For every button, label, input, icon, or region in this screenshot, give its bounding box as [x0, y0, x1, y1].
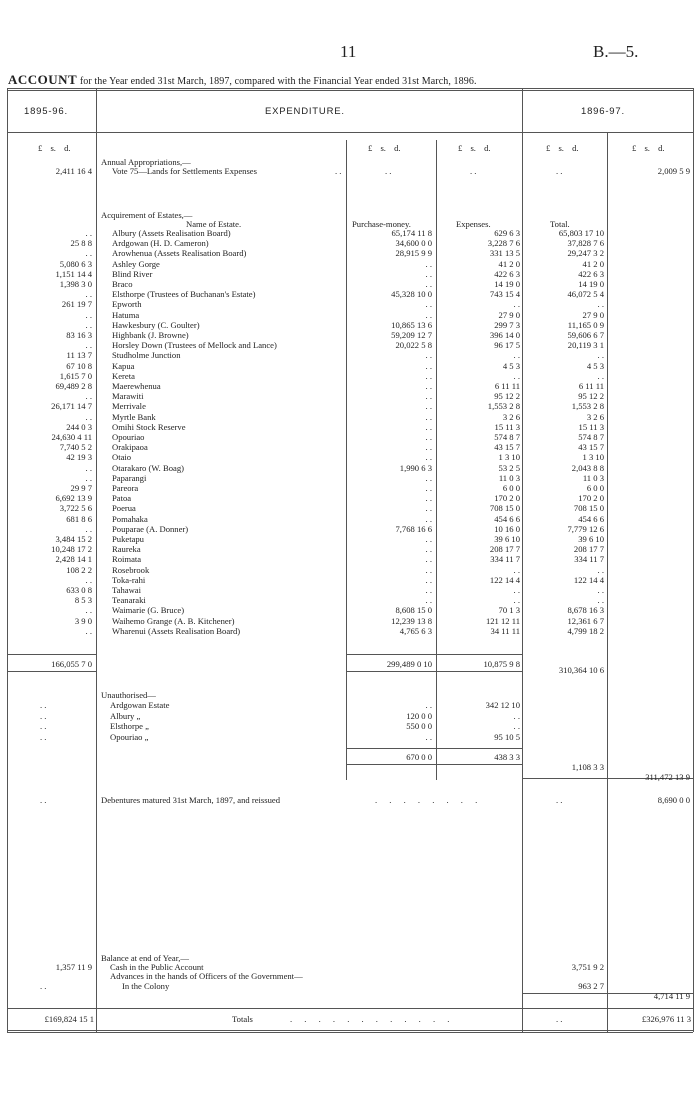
estate-name: Studholme Junction	[112, 350, 181, 360]
estate-prev: . .	[85, 320, 92, 330]
estate-total: 6 11 11	[578, 381, 604, 391]
estate-name: Teanaraki	[112, 595, 146, 605]
rule-unauth-sub	[346, 748, 522, 749]
estate-expenses: 39 6 10	[494, 534, 520, 544]
estate-purchase: . .	[425, 381, 432, 391]
cur-s: s.	[50, 143, 56, 153]
estate-name: Puketapu	[112, 534, 144, 544]
totals-dots: . . . . . . . . . . . .	[290, 1014, 450, 1024]
estate-total: . .	[597, 299, 604, 309]
estate-prev: 11 13 7	[66, 350, 92, 360]
estate-name: Kapua	[112, 361, 135, 371]
estate-total: . .	[597, 595, 604, 605]
estate-purchase: . .	[425, 299, 432, 309]
estates-grand-total: 310,364 10 6	[558, 665, 604, 675]
estate-name: Braco	[112, 279, 133, 289]
estate-purchase: . .	[425, 585, 432, 595]
estate-expenses: 121 12 11	[485, 616, 520, 626]
estate-prev: 8 5 3	[74, 595, 92, 605]
estate-expenses: . .	[513, 565, 520, 575]
estate-total: 43 15 7	[578, 442, 604, 452]
estate-purchase: 65,174 11 8	[391, 228, 432, 238]
estate-total: . .	[597, 350, 604, 360]
estate-expenses: 454 6 6	[494, 514, 520, 524]
estate-expenses: 10 16 0	[494, 524, 520, 534]
estate-prev: 7,740 5 2	[59, 442, 92, 452]
estate-name: Pareora	[112, 483, 139, 493]
estate-name: Maerewhenua	[112, 381, 161, 391]
balance-heading: Balance at end of Year,—	[101, 953, 189, 963]
estate-total: 41 2 0	[582, 259, 604, 269]
rule-bottom-2	[7, 1032, 693, 1033]
estate-purchase: . .	[425, 565, 432, 575]
estate-purchase: . .	[425, 279, 432, 289]
estate-purchase: . .	[425, 310, 432, 320]
estates-heading: Acquirement of Estates,—	[101, 210, 193, 220]
estate-prev: 6,692 13 9	[55, 493, 92, 503]
rule-totals-top	[7, 1008, 693, 1009]
estate-purchase: . .	[425, 554, 432, 564]
estate-total: 4 5 3	[586, 361, 604, 371]
account-title-rest: for the Year ended 31st March, 1897, compared with the Financial Year ended 31st March, 1896.	[79, 76, 477, 87]
estate-prev: 2,428 14 1	[55, 554, 92, 564]
estate-total: 11,165 0 9	[567, 320, 604, 330]
estate-name: Otarakaro (W. Boag)	[112, 463, 184, 473]
estate-expenses: 743 15 4	[489, 289, 520, 299]
estate-total: 422 6 3	[578, 269, 604, 279]
estate-prev: . .	[85, 289, 92, 299]
cur-d: d.	[64, 143, 71, 153]
estate-total: 95 12 2	[578, 391, 604, 401]
estate-name: Patoa	[112, 493, 132, 503]
estate-purchase: 10,865 13 6	[391, 320, 432, 330]
estate-prev: . .	[85, 605, 92, 615]
cash-label: Cash in the Public Account	[110, 962, 204, 972]
estate-purchase: . .	[425, 361, 432, 371]
unauth-expenses: 342 12 10	[485, 700, 520, 710]
estate-purchase: . .	[425, 432, 432, 442]
header-curr-year: 1896-97.	[581, 106, 625, 117]
estate-prev: . .	[85, 575, 92, 585]
estate-expenses: 27 9 0	[498, 310, 520, 320]
estate-expenses: 334 11 7	[490, 554, 520, 564]
estate-name: Pouparae (A. Donner)	[112, 524, 189, 534]
estates-exp-total: 10,875 9 8	[483, 659, 520, 669]
annual-dots-purchase: . .	[385, 166, 392, 176]
cash-prev: 1,357 11 9	[55, 962, 92, 972]
estate-name: Rosebrook	[112, 565, 150, 575]
estate-purchase: . .	[425, 350, 432, 360]
estates-purchase-total: 299,489 0 10	[386, 659, 432, 669]
estate-expenses: 708 15 0	[489, 503, 520, 513]
unauth-name: Ardgowan Estate	[110, 700, 170, 710]
unauth-name: Opouriao „	[110, 732, 149, 742]
estate-name: Waihemo Grange (A. B. Kitchener)	[112, 616, 235, 626]
estate-expenses: 208 17 7	[489, 544, 520, 554]
estate-total: . .	[597, 585, 604, 595]
unauth-name: Albury „	[110, 711, 141, 721]
estate-name: Otaio	[112, 452, 132, 462]
unauth-heading: Unauthorised—	[101, 690, 156, 700]
estate-prev: 42 19 3	[66, 452, 92, 462]
estate-expenses: 122 14 4	[489, 575, 520, 585]
estate-total: 59,606 6 7	[567, 330, 604, 340]
totals-col-dots: . .	[556, 1014, 563, 1024]
estate-prev: . .	[85, 626, 92, 636]
estate-expenses: 43 15 7	[494, 442, 520, 452]
estate-name: Hawkesbury (C. Goulter)	[112, 320, 200, 330]
estate-purchase: . .	[425, 503, 432, 513]
estate-name: Hatuma	[112, 310, 140, 320]
estate-name: Poerua	[112, 503, 136, 513]
estate-total: 8,678 16 3	[567, 605, 604, 615]
estate-expenses: 41 2 0	[498, 259, 520, 269]
estate-total: 3 2 6	[586, 412, 604, 422]
estate-expenses: 34 11 11	[490, 626, 520, 636]
unauth-purchase: . .	[425, 700, 432, 710]
estate-expenses: 95 12 2	[494, 391, 520, 401]
estate-prev: . .	[85, 412, 92, 422]
estate-purchase: . .	[425, 483, 432, 493]
estate-name: Marawiti	[112, 391, 144, 401]
estate-name: Highbank (J. Browne)	[112, 330, 189, 340]
estate-total: 1,553 2 8	[571, 401, 604, 411]
estate-total: 6 0 0	[586, 483, 604, 493]
estate-expenses: 422 6 3	[494, 269, 520, 279]
estate-total: 7,779 12 6	[567, 524, 604, 534]
estate-prev: 25 8 8	[70, 238, 92, 248]
estates-prev-total: 166,055 7 0	[51, 659, 92, 669]
estate-prev: 3,484 15 2	[55, 534, 92, 544]
estate-total: 170 2 0	[578, 493, 604, 503]
estate-purchase: 12,239 13 8	[391, 616, 432, 626]
estate-prev: 1,151 14 4	[55, 269, 92, 279]
estate-name: Raureka	[112, 544, 141, 554]
estate-purchase: . .	[425, 595, 432, 605]
estate-expenses: 6 0 0	[502, 483, 520, 493]
annual-dots-total: . .	[556, 166, 563, 176]
estate-purchase: . .	[425, 391, 432, 401]
estate-name: Tahawai	[112, 585, 141, 595]
estate-purchase: . .	[425, 493, 432, 503]
estate-prev: 681 8 6	[66, 514, 92, 524]
annual-total: 2,009 5 9	[657, 166, 690, 176]
debentures-prev: . .	[40, 795, 47, 805]
estate-purchase: . .	[425, 412, 432, 422]
cur-d: d.	[658, 143, 665, 153]
estate-prev: 261 19 7	[61, 299, 92, 309]
colony-prev: . .	[40, 981, 47, 991]
advances-label: Advances in the hands of Officers of the Government—	[110, 971, 303, 981]
estate-name: Paparangi	[112, 473, 147, 483]
estate-total: 15 11 3	[578, 422, 604, 432]
estate-purchase: 20,022 5 8	[395, 340, 432, 350]
estate-expenses: 3,228 7 6	[487, 238, 520, 248]
estate-name: Ardgowan (H. D. Cameron)	[112, 238, 209, 248]
estate-prev: . .	[85, 463, 92, 473]
estate-prev: 29 9 7	[70, 483, 92, 493]
debentures-col-dots: . .	[556, 795, 563, 805]
debentures-total: 8,690 0 0	[657, 795, 690, 805]
colony-value: 963 2 7	[578, 981, 604, 991]
estate-purchase: . .	[425, 544, 432, 554]
estate-name: Waimarie (G. Bruce)	[112, 605, 185, 615]
colony-label: In the Colony	[122, 981, 170, 991]
cur-s: s.	[470, 143, 476, 153]
estate-expenses: . .	[513, 595, 520, 605]
cur-l: £	[458, 143, 463, 153]
estate-name: Kereta	[112, 371, 135, 381]
estate-name: Epworth	[112, 299, 142, 309]
cur-s: s.	[644, 143, 650, 153]
annual-prev: 2,411 16 4	[55, 166, 92, 176]
estate-purchase: 4,765 6 3	[399, 626, 432, 636]
estate-name: Myrtle Bank	[112, 412, 156, 422]
estate-purchase: 28,915 9 9	[395, 248, 432, 258]
estate-total: 37,828 7 6	[567, 238, 604, 248]
unauth-exp-total: 438 3 3	[494, 752, 520, 762]
estate-total: 29,247 3 2	[567, 248, 604, 258]
estate-total: 27 9 0	[582, 310, 604, 320]
cur-d: d.	[484, 143, 491, 153]
unauth-purchase: 120 0 0	[406, 711, 432, 721]
cur-l: £	[546, 143, 551, 153]
estate-name: Arowhenua (Assets Realisation Board)	[112, 248, 247, 258]
estate-prev: 3 9 0	[74, 616, 92, 626]
cur-d: d.	[572, 143, 579, 153]
estate-prev: 3,722 5 6	[59, 503, 92, 513]
estate-purchase: 7,768 16 6	[395, 524, 432, 534]
estate-expenses: 574 8 7	[494, 432, 520, 442]
header-prev-year: 1895-96.	[24, 106, 68, 117]
estate-total: 46,072 5 4	[567, 289, 604, 299]
totals-label: Totals	[232, 1014, 253, 1024]
estate-prev: 108 2 2	[66, 565, 92, 575]
estate-prev: 10,248 17 2	[51, 544, 92, 554]
header-expenditure: EXPENDITURE.	[265, 106, 345, 117]
estate-purchase: 34,600 0 0	[395, 238, 432, 248]
estate-prev: 1,615 7 0	[59, 371, 92, 381]
estate-prev: 633 0 8	[66, 585, 92, 595]
estate-expenses: 170 2 0	[494, 493, 520, 503]
estate-expenses: 11 0 3	[498, 473, 520, 483]
estates-col-name: Name of Estate.	[186, 219, 242, 229]
estate-prev: 1,398 3 0	[59, 279, 92, 289]
unauth-expenses: . .	[513, 711, 520, 721]
unauth-prev: . .	[40, 700, 47, 710]
unauth-name: Elsthorpe „	[110, 721, 149, 731]
estate-expenses: 1 3 10	[498, 452, 520, 462]
estate-total: 122 14 4	[573, 575, 604, 585]
estate-prev: 24,630 4 11	[51, 432, 92, 442]
estate-purchase: . .	[425, 534, 432, 544]
estate-expenses: 53 2 5	[498, 463, 520, 473]
estate-purchase: . .	[425, 473, 432, 483]
estates-col-total: Total.	[550, 219, 570, 229]
estate-purchase: 59,209 12 7	[391, 330, 432, 340]
debentures-label: Debentures matured 31st March, 1897, and reissued	[101, 795, 280, 805]
cur-s: s.	[558, 143, 564, 153]
rule-unauth-sub-b	[346, 764, 522, 765]
estate-prev: . .	[85, 524, 92, 534]
rule-bottom-1	[7, 1030, 693, 1031]
estate-prev: 244 0 3	[66, 422, 92, 432]
debentures-dots: . . . . . . . .	[375, 795, 478, 805]
estate-name: Horsley Down (Trustees of Mellock and Lance)	[112, 340, 277, 350]
estate-name: Opouriao	[112, 432, 145, 442]
annual-heading: Annual Appropriations,—	[101, 157, 191, 167]
estate-prev: 83 16 3	[66, 330, 92, 340]
unauth-expenses: 95 10 5	[494, 732, 520, 742]
estate-purchase: . .	[425, 371, 432, 381]
estate-expenses: . .	[513, 299, 520, 309]
cur-s: s.	[380, 143, 386, 153]
estate-total: 1 3 10	[582, 452, 604, 462]
estate-prev: 26,171 14 7	[51, 401, 92, 411]
estate-prev: 67 10 8	[66, 361, 92, 371]
estate-name: Merrivale	[112, 401, 146, 411]
estate-expenses: 331 13 5	[489, 248, 520, 258]
estate-prev: . .	[85, 473, 92, 483]
cur-d: d.	[394, 143, 401, 153]
estate-total: 65,803 17 10	[558, 228, 604, 238]
unauth-purchase: 550 0 0	[406, 721, 432, 731]
estate-purchase: . .	[425, 442, 432, 452]
annual-vote: Vote 75—Lands for Settlements Expenses	[112, 166, 257, 176]
cur-l: £	[368, 143, 373, 153]
estate-expenses: 396 14 0	[489, 330, 520, 340]
estate-purchase: 8,608 15 0	[395, 605, 432, 615]
estate-name: Elsthorpe (Trustees of Buchanan's Estate)	[112, 289, 256, 299]
page-code: B.—5.	[593, 42, 639, 61]
unauth-purchase: . .	[425, 732, 432, 742]
estate-prev: . .	[85, 340, 92, 350]
estate-expenses: . .	[513, 371, 520, 381]
estate-purchase: . .	[425, 575, 432, 585]
estate-purchase: . .	[425, 422, 432, 432]
estate-purchase: 45,328 10 0	[391, 289, 432, 299]
annual-dots-exp: . .	[470, 166, 477, 176]
estate-expenses: 96 17 5	[494, 340, 520, 350]
estate-purchase: . .	[425, 514, 432, 524]
estate-total: . .	[597, 565, 604, 575]
estate-total: 574 8 7	[578, 432, 604, 442]
unauth-prev: . .	[40, 711, 47, 721]
estate-expenses: 15 11 3	[494, 422, 520, 432]
estate-total: 2,043 8 8	[571, 463, 604, 473]
estate-total: . .	[597, 371, 604, 381]
estate-total: 208 17 7	[573, 544, 604, 554]
estate-total: 39 6 10	[578, 534, 604, 544]
estate-total: 334 11 7	[574, 554, 604, 564]
estate-purchase: . .	[425, 259, 432, 269]
estate-expenses: 14 19 0	[494, 279, 520, 289]
estate-purchase: . .	[425, 401, 432, 411]
estate-expenses: 1,553 2 8	[487, 401, 520, 411]
estate-name: Orakipaoa	[112, 442, 148, 452]
estate-total: 4,799 18 2	[567, 626, 604, 636]
unauth-expenses: . .	[513, 721, 520, 731]
estate-expenses: 629 6 3	[494, 228, 520, 238]
estate-prev: . .	[85, 310, 92, 320]
cash-value: 3,751 9 2	[571, 962, 604, 972]
estate-expenses: 3 2 6	[502, 412, 520, 422]
estate-expenses: . .	[513, 585, 520, 595]
estate-purchase: 1,990 6 3	[399, 463, 432, 473]
estate-prev: . .	[85, 228, 92, 238]
estate-expenses: . .	[513, 350, 520, 360]
estate-prev: 69,489 2 8	[55, 381, 92, 391]
estate-expenses: 6 11 11	[494, 381, 520, 391]
estate-name: Omihi Stock Reserve	[112, 422, 186, 432]
estates-col-purchase: Purchase-money.	[352, 219, 411, 229]
annual-dots: . .	[335, 166, 342, 176]
estate-total: 20,119 3 1	[567, 340, 604, 350]
estate-expenses: 70 1 3	[498, 605, 520, 615]
totals-value: £326,976 11 3	[641, 1014, 691, 1024]
estate-prev: . .	[85, 248, 92, 258]
estate-total: 454 6 6	[578, 514, 604, 524]
cur-l: £	[632, 143, 637, 153]
unauth-total: 1,108 3 3	[571, 762, 604, 772]
estate-name: Ashley Gorge	[112, 259, 160, 269]
account-word: ACCOUNT	[8, 72, 78, 87]
estate-prev: . .	[85, 391, 92, 401]
estate-total: 11 0 3	[582, 473, 604, 483]
balance-total: 4,714 11 9	[653, 991, 690, 1001]
estates-col-expenses: Expenses.	[456, 219, 491, 229]
estate-name: Pomahaka	[112, 514, 148, 524]
estate-name: Blind River	[112, 269, 153, 279]
cur-l: £	[38, 143, 43, 153]
running-total: 311,472 13 9	[645, 772, 690, 782]
totals-prev: £169,824 15 1	[44, 1014, 94, 1024]
estate-name: Albury (Assets Realisation Board)	[112, 228, 231, 238]
estate-name: Toka-rahi	[112, 575, 146, 585]
estate-total: 708 15 0	[573, 503, 604, 513]
unauth-prev: . .	[40, 732, 47, 742]
unauth-purchase-total: 670 0 0	[406, 752, 432, 762]
estate-expenses: 299 7 3	[494, 320, 520, 330]
estate-purchase: . .	[425, 269, 432, 279]
estate-name: Roimata	[112, 554, 142, 564]
estate-prev: 5,080 6 3	[59, 259, 92, 269]
estate-total: 12,361 6 7	[567, 616, 604, 626]
page-number: 11	[340, 42, 357, 61]
estate-name: Wharenui (Assets Realisation Board)	[112, 626, 241, 636]
estate-total: 14 19 0	[578, 279, 604, 289]
unauth-prev: . .	[40, 721, 47, 731]
estate-purchase: . .	[425, 452, 432, 462]
estate-expenses: 4 5 3	[502, 361, 520, 371]
